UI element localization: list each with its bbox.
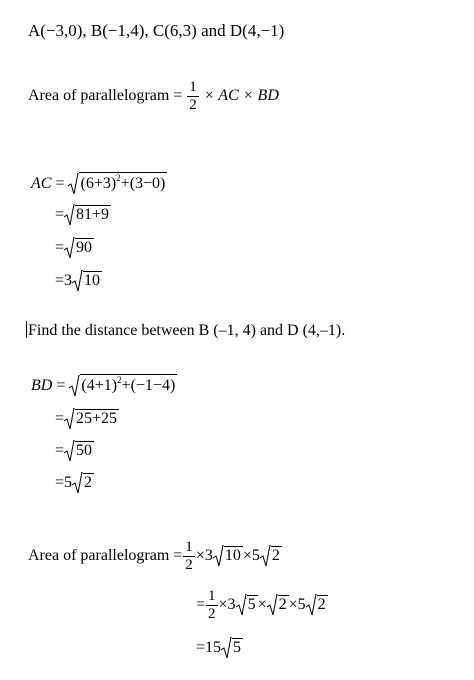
bd-line-4: =5 2: [55, 473, 94, 492]
area-l1-rad2: 2: [271, 547, 280, 565]
bd-step3-rad: 2: [84, 474, 93, 491]
formula-label: Area of parallelogram: [28, 87, 170, 105]
points-text: A(−3,0), B(−1,4), C(6,3) and D(4,−1): [28, 21, 285, 40]
area-line-1: Area of parallelogram = $\frac{1}{2}$ ×3 10 ×5 2: [28, 539, 280, 573]
area-fraction-denominator: 2: [185, 557, 193, 573]
bd-step1: 25+25: [76, 410, 118, 427]
radical-sign-icon: [72, 270, 83, 292]
ac-square: 2: [116, 173, 121, 183]
radical-sign-icon: [69, 375, 80, 397]
fraction-numerator: 1: [189, 79, 197, 95]
ac-radicand-a: (6+3): [80, 175, 117, 192]
area-line-3: =15 5: [196, 638, 243, 657]
ac-step2-radical: [64, 238, 94, 257]
radical-sign-icon: [64, 237, 75, 259]
ac-line-4: =3 10: [55, 271, 102, 290]
radical-sign-icon: [64, 204, 75, 226]
ac-line-1: [31, 172, 167, 193]
radical-sign-icon: [236, 594, 247, 616]
bd-line-3: = 50: [55, 441, 94, 460]
ac-lhs: AC: [31, 175, 52, 192]
area-l2-radical-3: [306, 595, 328, 614]
area-l2-radical-2: [267, 595, 289, 614]
ac-line-2: = 81+9: [55, 205, 111, 224]
ac-line-3: = 90: [55, 238, 94, 257]
fraction-denominator: 2: [189, 97, 197, 113]
bd-step3-coef: 5: [64, 474, 73, 491]
area-result-rad: 5: [233, 639, 242, 656]
radical-sign-icon: [64, 440, 75, 462]
ac-step3-coef: 3: [64, 272, 73, 289]
bd-line-1: [31, 374, 177, 395]
area-label: Area of parallelogram: [28, 547, 170, 565]
radical-sign-icon: [260, 545, 271, 567]
bd-step2: 50: [76, 442, 93, 459]
bd-square: 2: [117, 375, 122, 385]
ac-eq: =: [55, 175, 65, 192]
radical-sign-icon: [306, 594, 317, 616]
area-result-radical: [221, 638, 243, 657]
ac-step1-radical: [64, 205, 111, 224]
area-l2-b: ×: [257, 596, 267, 614]
area-l1-rad1: 10: [224, 547, 241, 565]
area-half-fraction: [183, 540, 195, 573]
ac-step3-rad: 10: [84, 272, 101, 289]
points-line: [28, 22, 284, 39]
area-l2-radical-1: [236, 595, 258, 614]
bd-step1-radical: [64, 409, 119, 428]
area-l1-radical-1: [213, 546, 243, 565]
bd-intro-line: [26, 321, 345, 339]
area-l1-radical-2: [260, 546, 282, 565]
text-cursor: [26, 321, 27, 338]
bd-radicand-b: +(−1−4): [121, 377, 176, 394]
formula-rest: × AC × BD: [203, 87, 279, 105]
area-l2-rad3: 2: [317, 596, 326, 614]
half-fraction: [187, 80, 199, 113]
radical-sign-icon: [221, 637, 232, 659]
area-fraction-denominator-2: 2: [208, 606, 216, 622]
bd-eq: =: [56, 377, 66, 394]
radical-sign-icon: [213, 545, 224, 567]
area-l2-c: ×5: [288, 596, 306, 614]
area-l2-rad2: 2: [278, 596, 287, 614]
radical-sign-icon: [68, 173, 79, 195]
ac-step1: 81+9: [76, 206, 110, 223]
bd-lhs: BD: [31, 377, 53, 394]
ac-radicand-b: +(3−0): [120, 175, 166, 192]
radical-sign-icon: [267, 594, 278, 616]
bd-step3-radical: [72, 473, 94, 492]
formula-eq: =: [173, 87, 183, 105]
bd-step2-radical: [64, 441, 94, 460]
area-l2-rad1: 5: [247, 596, 256, 614]
radical-sign-icon: [72, 472, 83, 494]
area-l1-times: ×5: [242, 547, 260, 565]
area-half-fraction-2: [206, 589, 218, 622]
radical-sign-icon: [64, 408, 75, 430]
area-result-coef: 15: [205, 639, 222, 656]
area-l2-a: ×3: [218, 596, 236, 614]
area-fraction-numerator-2: 1: [208, 588, 216, 604]
bd-radicand-a: (4+1): [81, 377, 118, 394]
ac-radical: [68, 172, 167, 193]
formula-line: [28, 80, 279, 113]
bd-line-2: = 25+25: [55, 409, 119, 428]
ac-step3-radical: [72, 271, 102, 290]
ac-step2: 90: [76, 239, 93, 256]
area-fraction-numerator: 1: [185, 539, 193, 555]
bd-radical: [69, 374, 177, 395]
area-l1-mid: ×3: [195, 547, 213, 565]
area-line-2: = $\frac{1}{2}$ ×3 5 × 2 ×5 2: [196, 588, 326, 622]
bd-intro: Find the distance between B (–1, 4) and D (4,–1).: [28, 322, 346, 339]
